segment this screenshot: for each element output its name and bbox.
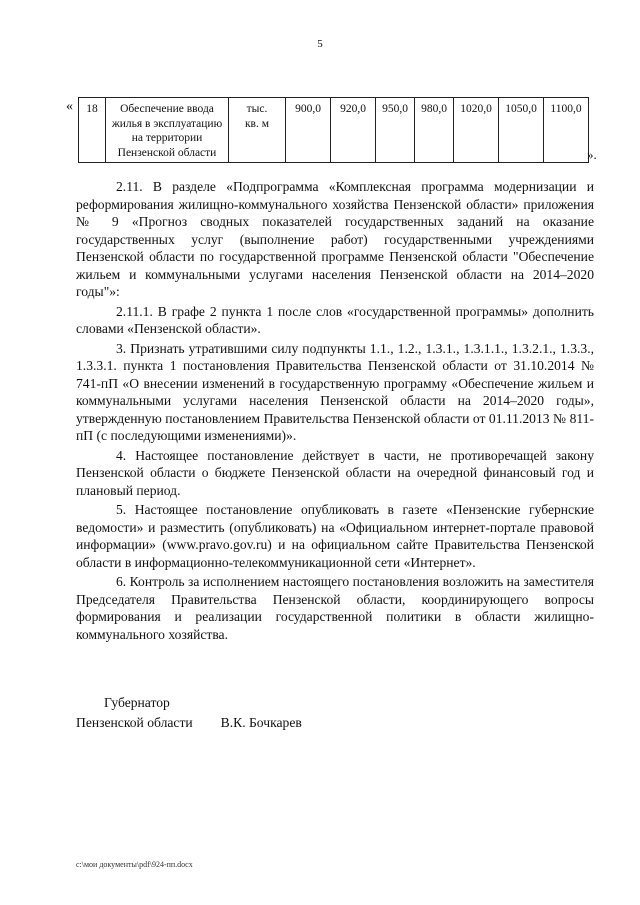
name-line: Обеспечение ввода bbox=[120, 103, 214, 115]
indicator-table bbox=[78, 97, 589, 163]
unit-cell bbox=[229, 98, 286, 163]
value-cell: 920,0 bbox=[331, 98, 376, 163]
table-open-quote: « bbox=[66, 99, 73, 114]
signatory-name: В.К. Бочкарев bbox=[220, 715, 302, 730]
paragraph-3: 3. Признать утратившими силу подпункты 1.1., 1.2., 1.3.1., 1.3.1.1., 1.3.2.1., 1.3.3., 1.3.3.1. пункта 1 постановления Правительства Пензенской области от 31.10.2014 № 741-пП «О внесении изменений в государственную программу «Обеспечение жильем и коммунальными услугами населения Пензенской области на 2014–2020 годы», утвержденную постановлением Правительства Пензенской области от 01.11.2013 № 811-пП (с последующими изменениями)». bbox=[76, 340, 594, 443]
table-close-quote: ». bbox=[587, 147, 597, 162]
value-cell: 1050,0 bbox=[499, 98, 544, 163]
file-path-footer: c:\мои документы\pdf\924-пп.docx bbox=[76, 860, 193, 869]
value-cell: 980,0 bbox=[415, 98, 454, 163]
value-cell: 950,0 bbox=[376, 98, 415, 163]
paragraph-6: 6. Контроль за исполнением настоящего постановления возложить на заместителя Председателя Правительства Пензенской области, координирующего вопросы формирования и реализации государственной политики в области жилищно-коммунального хозяйства. bbox=[76, 574, 594, 642]
unit-line: тыс. bbox=[246, 103, 268, 115]
name-line: Пензенской области bbox=[117, 146, 217, 159]
name-line: на территории bbox=[131, 132, 203, 144]
document-body bbox=[76, 178, 594, 645]
unit-line: кв. м bbox=[244, 117, 270, 130]
paragraph-4: 4. Настоящее постановление действует в части, не противоречащей закону Пензенской области о бюджете Пензенской области на очередной финансовый год и плановый период. bbox=[76, 447, 594, 498]
table-row bbox=[79, 98, 589, 163]
value-cell: 1100,0 bbox=[544, 98, 589, 163]
indicator-name-cell bbox=[106, 98, 229, 163]
value-cell: 1020,0 bbox=[454, 98, 499, 163]
signature-block bbox=[76, 693, 302, 733]
paragraph-2-11-1: 2.11.1. В графе 2 пункта 1 после слов «государственной программы» дополнить словами «Пензенской области». bbox=[76, 303, 594, 336]
page-number: 5 bbox=[317, 38, 323, 50]
signature-row bbox=[76, 713, 302, 733]
name-line: жилья в эксплуатацию bbox=[111, 117, 223, 130]
row-number-cell: 18 bbox=[79, 98, 106, 163]
paragraph-5: 5. Настоящее постановление опубликовать в газете «Пензенские губернские ведомости» и разместить (опубликовать) на «Официальном интернет-портале правовой информации» (www.pravo.gov.ru) и на официальном сайте Правительства Пензенской области в информационно-телекоммуникационной сети «Интернет». bbox=[76, 502, 594, 570]
signatory-region: Пензенской области bbox=[76, 715, 193, 730]
paragraph-2-11: 2.11. В разделе «Подпрограмма «Комплексная программа модернизации и реформирования жилищно-коммунального хозяйства Пензенской области» приложения № 9 «Прогноз сводных показателей государственных заданий на оказание государственных услуг (выполнение работ) государственными учреждениями Пензенской области по государственной программе Пензенской области "Обеспечение жильем и коммунальными услугами населения Пензенской области на 2014–2020 годы"»: bbox=[76, 179, 594, 299]
value-cell: 900,0 bbox=[286, 98, 331, 163]
signatory-title: Губернатор bbox=[104, 695, 170, 710]
